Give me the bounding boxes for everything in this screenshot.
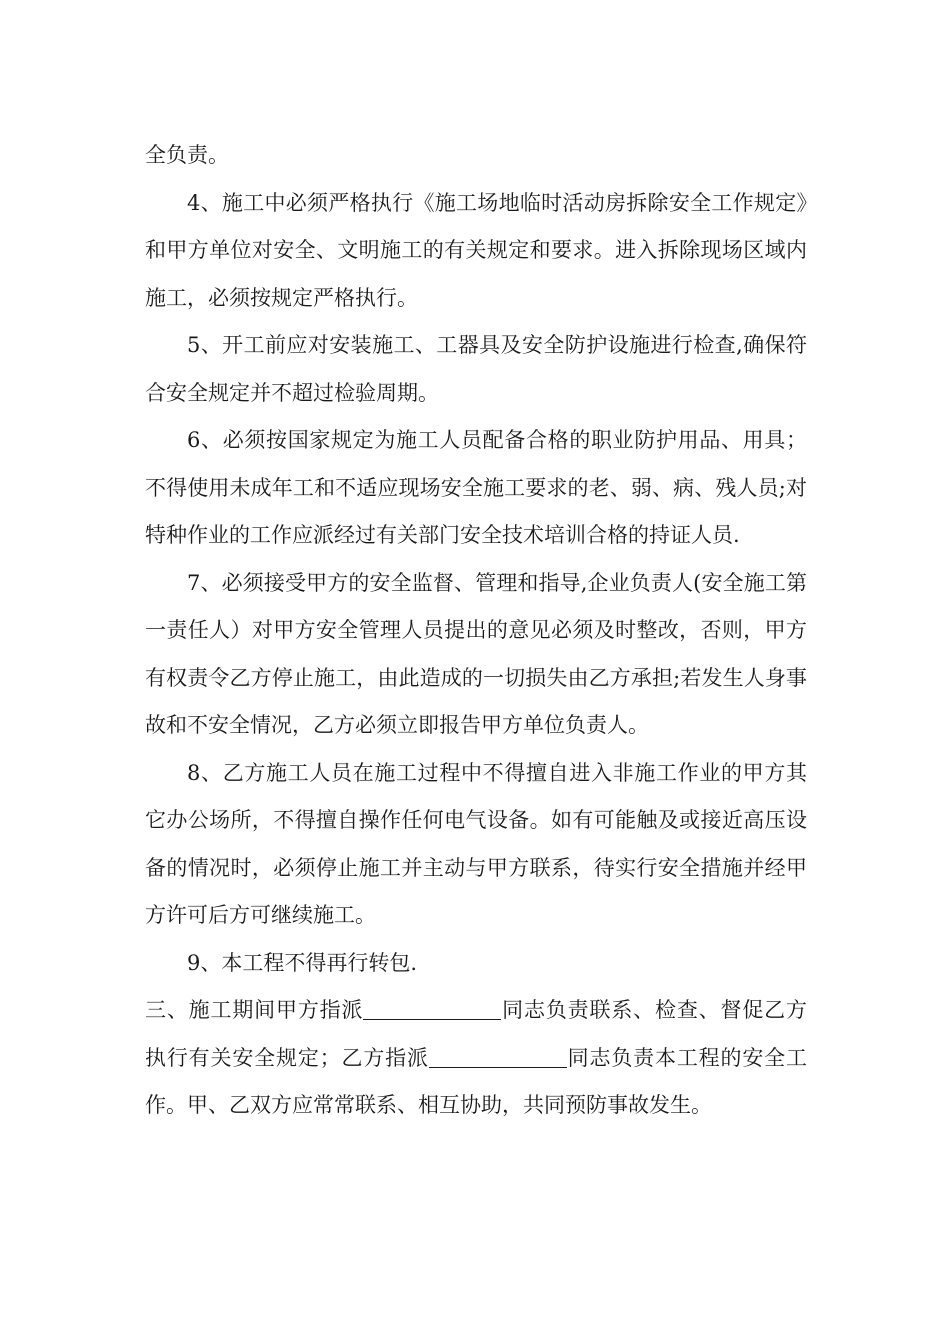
clause-6: 6、必须按国家规定为施工人员配备合格的职业防护用品、用具；不得使用未成年工和不适应现场安全施工要求的老、弱、病、残人员;对特种作业的工作应派经过有关部门安全技术培训合格的持证人员. [145,428,807,547]
document-body [145,132,807,1130]
clause-7: 7、必须接受甲方的安全监督、管理和指导,企业负责人(安全施工第一责任人）对甲方安全管理人员提出的意见必须及时整改，否则，甲方有权责令乙方停止施工，由此造成的一切损失由乙方承担;若发生人身事故和不安全情况，乙方必须立即报告甲方单位负责人。 [145,570,807,737]
clause-4: 4、施工中必须严格执行《施工场地临时活动房拆除安全工作规定》和甲方单位对安全、文明施工的有关规定和要求。进入拆除现场区域内施工，必须按规定严格执行。 [145,190,807,310]
fill-in-blank-party-b-contact[interactable] [429,1045,567,1068]
fill-in-blank-party-a-contact[interactable] [363,997,501,1020]
paragraph-continuation: 全负责。 [145,143,229,167]
section-3-part-b: 同志负责联系、检查、督促乙方执行有关安全规定；乙方指派 [145,998,808,1070]
clause-9: 9、本工程不得再行转包. [187,950,418,975]
section-3-part-a: 三、施工期间甲方指派 [145,998,364,1022]
clause-5: 5、开工前应对安装施工、工器具及安全防护设施进行检查,确保符合安全规定并不超过检验周期。 [145,333,807,405]
section-3 [145,987,807,1130]
section-3-part-c: 同志负责本工程的安全工作。甲、乙双方应常常联系、相互协助，共同预防事故发生。 [145,1045,808,1117]
clause-8: 8、乙方施工人员在施工过程中不得擅自进入非施工作业的甲方其它办公场所，不得擅自操作任何电气设备。如有可能触及或接近高压设备的情况时，必须停止施工并主动与甲方联系，待实行安全措施并经甲方许可后方可继续施工。 [145,760,807,927]
